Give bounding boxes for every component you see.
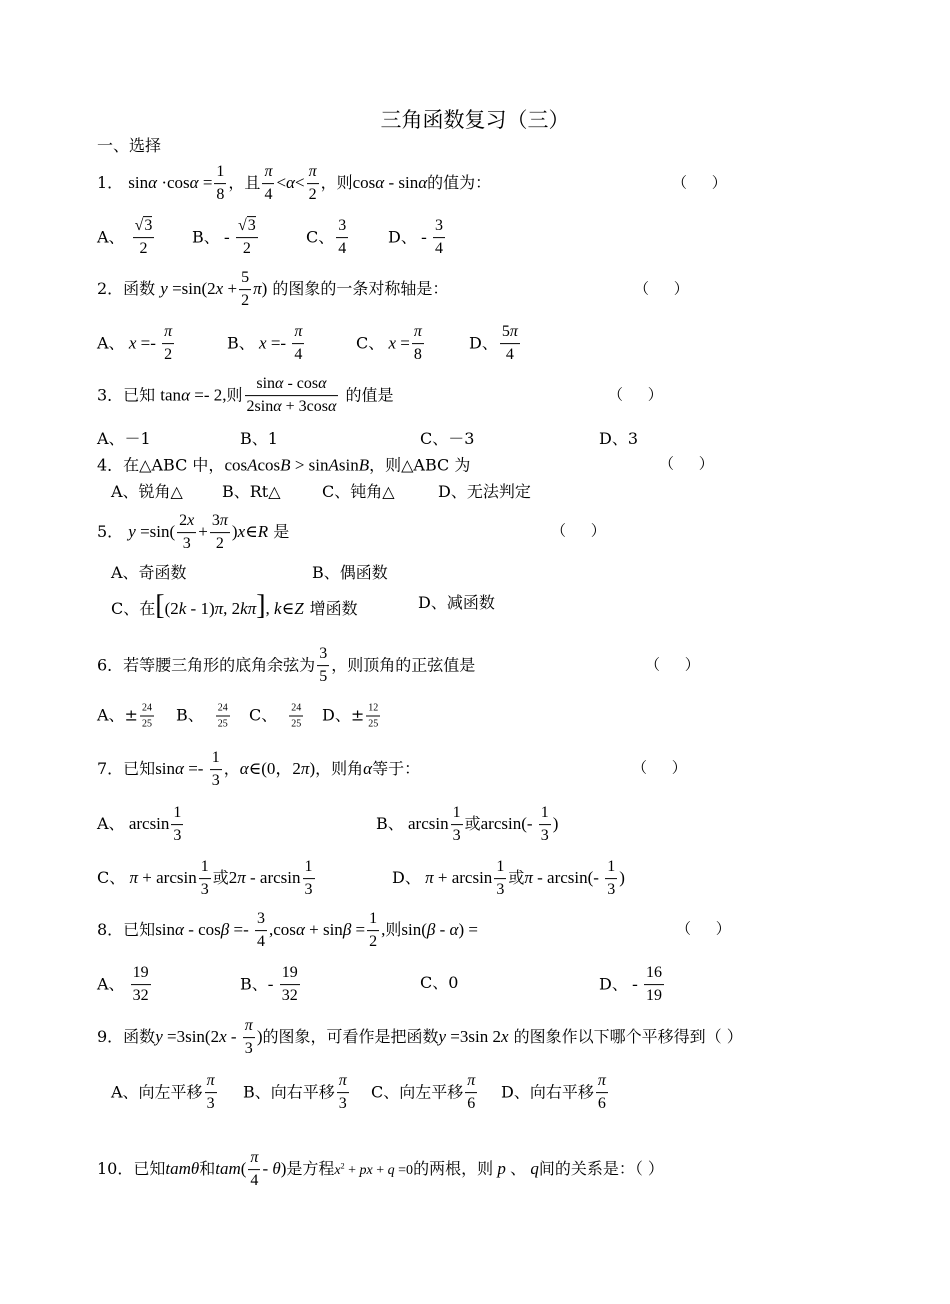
answer-paren[interactable]: （ ）: [608, 385, 673, 404]
formula: y =3sin 2x: [438, 1026, 509, 1046]
formula: sinα =- $\frac{1}{3}$: [155, 749, 220, 790]
option-b: B、 arcsin $\frac{1}{3}$ 或arcsin(- $\frac{1}{3}$ ): [376, 804, 559, 845]
formula: sin(β - α) =: [401, 919, 478, 939]
option-b: B、偶函数: [312, 563, 388, 582]
option-a: A、奇函数: [111, 563, 187, 582]
question-number: 1．: [97, 172, 124, 192]
formula: α∈(0，2π): [239, 758, 316, 778]
option-c: C、钝角△: [322, 482, 395, 501]
option-d: D、减函数: [418, 593, 495, 612]
option-d: D、 - $\frac{16}{19}$: [599, 964, 663, 1005]
option-d: D、向右平移 $\frac{\pi}{6}$: [501, 1072, 606, 1113]
answer-paren[interactable]: （ ）: [672, 173, 737, 192]
option-d: D、± $\frac{12}{25}$: [322, 702, 379, 730]
formula: $\frac{\pi}{4}$ <α< $\frac{\pi}{2}$: [264, 163, 317, 204]
option-b: B、 $\frac{24}{25}$: [176, 702, 228, 730]
option-b: B、Rt△: [222, 482, 281, 501]
question-number: 6．若等腰三角形的底角余弦为: [97, 655, 316, 675]
option-c: C、 $\frac{3}{4}$: [306, 217, 347, 258]
option-d: D、3: [599, 429, 639, 448]
option-b: B、向右平移 $\frac{\pi}{3}$: [243, 1072, 347, 1113]
option-c: C、在[(2k - 1)π, 2kπ], k∈Z 增函数: [111, 590, 358, 621]
option-b: B、- $\frac{19}{32}$: [240, 964, 298, 1005]
answer-paren[interactable]: （ ）: [659, 454, 724, 473]
option-a: A、向左平移 $\frac{\pi}{3}$: [111, 1072, 215, 1113]
formula: $x^2$ + px + q =0: [334, 1161, 414, 1178]
option-d: D、 - $\frac{3}{4}$: [388, 217, 444, 258]
option-c: C、 π + arcsin $\frac{1}{3}$ 或2π - arcsin $\frac{1}{3}$: [97, 858, 313, 899]
question-number: 9．函数: [97, 1026, 156, 1046]
page-title: 三角函数复习（三）: [380, 108, 570, 132]
formula: y =sin(2x + $\frac{5}{2}$ π): [160, 269, 268, 310]
formula: sinα ·cosα = $\frac{1}{8}$: [128, 163, 225, 204]
option-c: C、 x = $\frac{\pi}{8}$: [356, 323, 422, 364]
answer-paren[interactable]: （ ）: [676, 919, 741, 938]
question-number: 5．: [97, 521, 124, 541]
formula: cosAcosB > sinAsinB: [224, 455, 370, 475]
formula: $\frac{\sin\alpha - \cos\alpha}{2\sin\alpha + 3\cos\alpha}$: [246, 375, 337, 416]
option-a: A、 $\frac{√3}{2}$: [97, 217, 153, 258]
question-number: 8．已知: [97, 919, 156, 939]
option-a: A、 x =- $\frac{\pi}{2}$: [97, 323, 173, 364]
formula: tam( $\frac{\pi}{4}$ - θ): [215, 1149, 287, 1190]
formula: cosα - sinα: [352, 172, 428, 192]
question-number: 10．已知: [97, 1158, 166, 1178]
formula: y =sin( $\frac{2x}{3}$ + $\frac{3\pi}{2}$ )x∈R: [128, 512, 269, 553]
formula: sinα - cosβ =- $\frac{3}{4}$ ,cosα + sinβ = $\frac{1}{2}$ ,: [155, 910, 386, 951]
option-c: C、向左平移 $\frac{\pi}{6}$: [371, 1072, 476, 1113]
option-a: A、锐角△: [111, 482, 183, 501]
question-number: 7．已知: [97, 758, 156, 778]
formula: y =3sin(2x - $\frac{\pi}{3}$ ): [155, 1017, 263, 1058]
option-b: B、 x =- $\frac{\pi}{4}$: [227, 323, 303, 364]
formula: tamθ: [165, 1158, 200, 1178]
answer-paren[interactable]: （ ）: [632, 758, 697, 777]
section-heading: 一、选择: [97, 136, 162, 155]
option-a: A、± $\frac{24}{25}$: [97, 702, 152, 730]
option-c: C、－3: [420, 429, 475, 448]
option-b: B、1: [240, 429, 278, 448]
option-d: D、 π + arcsin $\frac{1}{3}$ 或π - arcsin(- $\frac{1}{3}$ ): [392, 858, 625, 899]
answer-paren[interactable]: （ ）: [634, 279, 699, 298]
option-a: A、 $\frac{19}{32}$: [97, 964, 149, 1005]
question-number: 3．已知: [97, 385, 156, 405]
formula: tanα =- 2,: [160, 385, 227, 405]
option-a: A、－1: [97, 429, 151, 448]
answer-paren[interactable]: （ ）: [551, 521, 616, 540]
option-a: A、 arcsin $\frac{1}{3}$: [97, 804, 182, 845]
option-c: C、 $\frac{24}{25}$: [249, 702, 302, 730]
option-c: C、0: [420, 973, 459, 992]
answer-paren[interactable]: （ ）: [645, 655, 710, 674]
option-d: D、 $\frac{5\pi}{4}$: [469, 323, 518, 364]
option-b: B、 - $\frac{√3}{2}$: [192, 217, 256, 258]
question-number: 4．在△ABC 中，: [97, 455, 225, 475]
option-d: D、无法判定: [438, 482, 531, 501]
question-number: 2．函数: [97, 278, 156, 298]
